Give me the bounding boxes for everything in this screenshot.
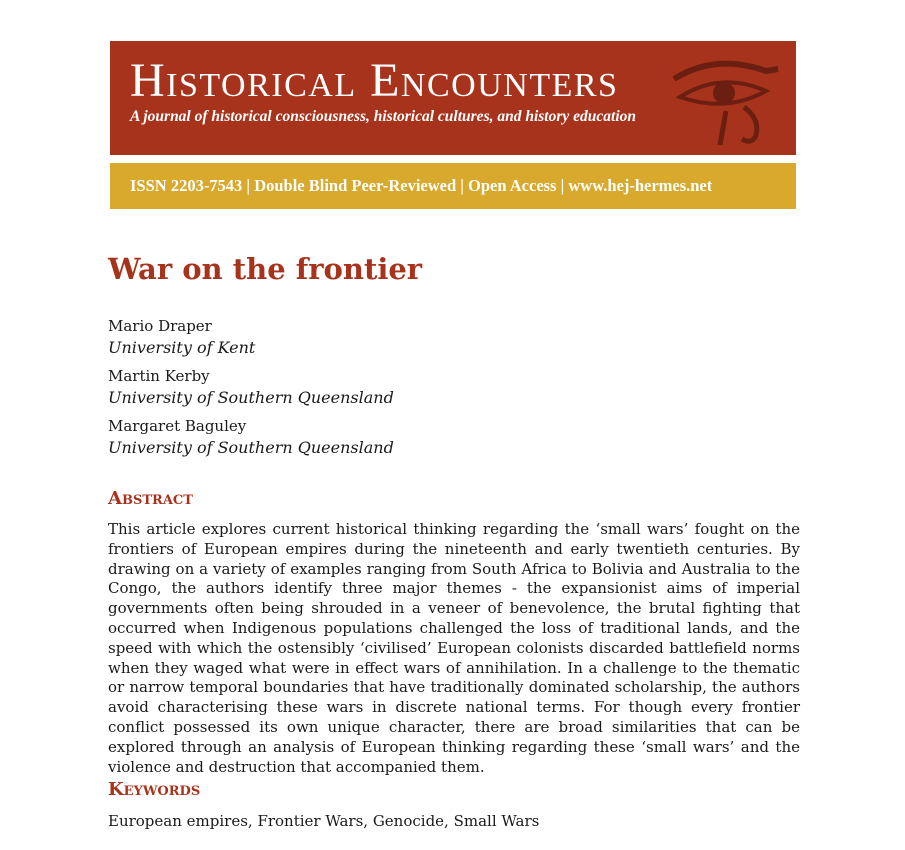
author-name: Mario Draper bbox=[108, 317, 212, 335]
journal-title: Historical Encounters bbox=[130, 54, 619, 107]
keywords-text: European empires, Frontier Wars, Genocide, Small Wars bbox=[108, 812, 540, 830]
author-entry bbox=[108, 316, 394, 358]
keywords-heading: Keywords bbox=[108, 779, 201, 800]
author-name: Martin Kerby bbox=[108, 367, 210, 385]
journal-tagline: A journal of historical consciousness, historical cultures, and history education bbox=[130, 108, 637, 125]
author-entry bbox=[108, 366, 394, 408]
journal-info-bar: ISSN 2203-7543 | Double Blind Peer-Reviewed | Open Access | www.hej-hermes.net bbox=[110, 163, 796, 209]
author-affiliation: University of Kent bbox=[108, 338, 256, 357]
abstract-text: This article explores current historical thinking regarding the ‘small wars’ fought on the frontiers of European empires during the nineteenth and early twentieth centuries. By drawing on a variety of examples ranging from South Africa to Bolivia and Australia to the Congo, the authors identify three major themes - the expansionist aims of imperial governments often being shrouded in a veneer of benevolence, the brutal fighting that occurred when Indigenous populations challenged the loss of traditional lands, and the speed with which the ostensibly ‘civilised’ European colonists discarded battlefield norms when they waged what were in effect wars of annihilation. In a challenge to the thematic or narrow temporal boundaries that have traditionally dominated scholarship, the authors avoid characterising these wars in discrete national terms. For though every frontier conflict possessed its own unique character, there are broad similarities that can be explored through an analysis of European thinking regarding these ‘small wars’ and the violence and destruction that accompanied them. bbox=[108, 520, 800, 776]
abstract-heading: Abstract bbox=[108, 488, 193, 509]
journal-banner bbox=[110, 41, 796, 155]
author-entry bbox=[108, 416, 394, 458]
author-affiliation: University of Southern Queensland bbox=[108, 438, 394, 457]
article-title: War on the frontier bbox=[108, 252, 423, 286]
author-list bbox=[108, 316, 394, 466]
eye-of-horus-icon bbox=[666, 49, 786, 149]
author-name: Margaret Baguley bbox=[108, 417, 247, 435]
author-affiliation: University of Southern Queensland bbox=[108, 388, 394, 407]
